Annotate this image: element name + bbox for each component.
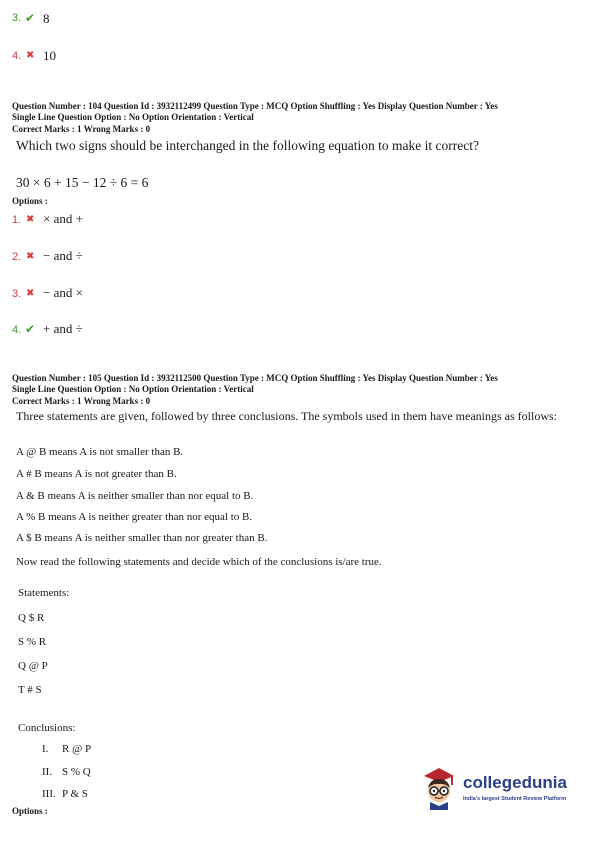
conclusion-number: III. xyxy=(42,788,56,800)
options-label: Options : xyxy=(12,196,48,206)
definition: A @ B means A is not smaller than B. xyxy=(16,446,184,458)
conclusion-number: II. xyxy=(42,766,53,778)
statement: Q $ R xyxy=(18,612,45,624)
conclusions-heading: Conclusions: xyxy=(18,722,76,734)
option-text: × and + xyxy=(43,211,83,226)
cross-icon: ✖ xyxy=(26,50,35,61)
check-icon: ✔ xyxy=(25,11,36,25)
definition: A & B means A is neither smaller than nor equal to B. xyxy=(16,490,254,502)
logo-wordmark: collegedunia xyxy=(463,773,567,792)
option-text: 10 xyxy=(43,48,56,63)
options-label: Options : xyxy=(12,806,48,816)
question-meta: Question Number : 104 Question Id : 3932112499 Question Type : MCQ Option Shuffling : Yes Display Question Number : Yes xyxy=(12,101,498,111)
conclusion-text: P & S xyxy=(62,788,88,800)
statement: T # S xyxy=(18,684,42,696)
marks-info: Correct Marks : 1 Wrong Marks : 0 xyxy=(12,124,151,134)
question-text: Which two signs should be interchanged in the following equation to make it correct? xyxy=(16,138,480,153)
definition: A $ B means A is neither smaller than nor greater than B. xyxy=(16,532,268,544)
statement: Q @ P xyxy=(18,660,48,672)
option-number: 3. xyxy=(12,288,22,300)
option-text: 8 xyxy=(43,11,50,26)
option-number: 3. xyxy=(12,12,22,24)
check-icon: ✔ xyxy=(25,322,36,336)
option-text: − and × xyxy=(43,285,83,300)
statements-heading: Statements: xyxy=(18,587,70,599)
question-meta-2: Single Line Question Option : No Option Orientation : Vertical xyxy=(12,384,254,394)
instruction-text: Now read the following statements and decide which of the conclusions is/are true. xyxy=(16,556,382,568)
logo-tagline: India's largest Student Review Platform xyxy=(463,796,567,802)
cross-icon: ✖ xyxy=(26,288,35,299)
marks-info: Correct Marks : 1 Wrong Marks : 0 xyxy=(12,396,151,406)
option-number: 2. xyxy=(12,251,22,263)
option-number: 1. xyxy=(12,214,22,226)
option-number: 4. xyxy=(12,50,22,62)
definition: A % B means A is neither greater than nor equal to B. xyxy=(16,511,253,523)
question-meta: Question Number : 105 Question Id : 3932112500 Question Type : MCQ Option Shuffling : Yes Display Question Number : Yes xyxy=(12,373,498,383)
question-intro: Three statements are given, followed by three conclusions. The symbols used in them have meanings as follows: xyxy=(16,409,557,423)
conclusion-text: R @ P xyxy=(62,743,92,755)
cross-icon: ✖ xyxy=(26,214,35,225)
conclusion-number: I. xyxy=(42,743,49,755)
mascot-icon xyxy=(418,764,460,810)
conclusion-text: S % Q xyxy=(62,766,91,778)
equation: 30 × 6 + 15 − 12 ÷ 6 = 6 xyxy=(16,175,149,190)
statement: S % R xyxy=(18,636,47,648)
option-text: + and ÷ xyxy=(43,321,83,336)
cross-icon: ✖ xyxy=(26,251,35,262)
question-meta-2: Single Line Question Option : No Option Orientation : Vertical xyxy=(12,112,254,122)
option-number: 4. xyxy=(12,324,22,336)
definition: A # B means A is not greater than B. xyxy=(16,468,177,480)
option-text: − and ÷ xyxy=(43,248,83,263)
